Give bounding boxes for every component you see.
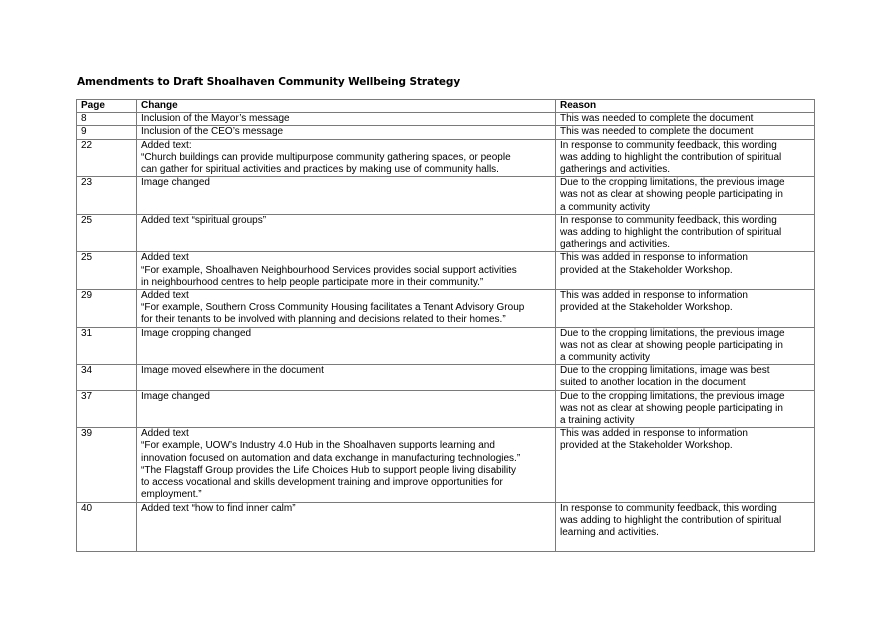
- table-row: [77, 252, 815, 290]
- table-row: [77, 390, 815, 428]
- cell-reason: [556, 177, 815, 215]
- change-line: can gather for spiritual activities and practices by making use of community halls.: [141, 164, 499, 176]
- change-line: “For example, Shoalhaven Neighbourhood Services provides social support activities: [141, 264, 517, 276]
- change-line: Added text: [141, 252, 189, 264]
- reason-line: Due to the cropping limitations, the previous image: [560, 327, 785, 339]
- change-line: Inclusion of the CEO’s message: [141, 126, 284, 138]
- cell-page: 37: [77, 390, 137, 428]
- reason-line: was adding to highlight the contribution of spiritual: [560, 151, 782, 163]
- reason-line: This was needed to complete the document: [560, 113, 754, 125]
- reason-line: was adding to highlight the contribution of spiritual: [560, 514, 782, 526]
- reason-line: was adding to highlight the contribution of spiritual: [560, 227, 782, 239]
- cell-reason: [556, 113, 815, 126]
- reason-line: a community activity: [560, 201, 651, 213]
- reason-line: suited to another location in the document: [560, 377, 746, 389]
- reason-line: This was added in response to information: [560, 428, 748, 440]
- amendments-table: [76, 99, 815, 552]
- reason-line: Due to the cropping limitations, image was best: [560, 365, 770, 377]
- cell-page: 22: [77, 139, 137, 177]
- change-line: Added text:: [141, 139, 192, 151]
- cell-reason: [556, 365, 815, 390]
- reason-line: In response to community feedback, this wording: [560, 139, 777, 151]
- cell-page: 39: [77, 428, 137, 502]
- change-line: Image moved elsewhere in the document: [141, 365, 324, 377]
- reason-line: gatherings and activities.: [560, 239, 671, 251]
- cell-change: [137, 126, 556, 139]
- reason-line: This was needed to complete the document: [560, 126, 754, 138]
- cell-page: 9: [77, 126, 137, 139]
- document-title: Amendments to Draft Shoalhaven Community Wellbeing Strategy: [77, 76, 461, 88]
- cell-change: [137, 252, 556, 290]
- cell-page: 40: [77, 502, 137, 551]
- cell-reason: [556, 327, 815, 365]
- reason-line: provided at the Stakeholder Workshop.: [560, 264, 733, 276]
- reason-line: In response to community feedback, this wording: [560, 502, 777, 514]
- change-line: innovation focused on automation and data exchange in manufacturing technologies.”: [141, 452, 521, 464]
- cell-reason: [556, 252, 815, 290]
- change-line: employment.”: [141, 489, 202, 501]
- cell-change: [137, 390, 556, 428]
- change-line: “Church buildings can provide multipurpose community gathering spaces, or people: [141, 151, 511, 163]
- reason-line: a community activity: [560, 352, 651, 364]
- change-line: to access vocational and skills development training and improve opportunities for: [141, 477, 503, 489]
- cell-change: [137, 139, 556, 177]
- header-reason: Reason: [556, 100, 815, 113]
- reason-line: Due to the cropping limitations, the previous image: [560, 177, 785, 189]
- reason-line: was not as clear at showing people participating in: [560, 402, 783, 414]
- cell-reason: [556, 428, 815, 502]
- table-header-row: [77, 100, 815, 113]
- header-page: Page: [77, 100, 137, 113]
- change-line: Added text “spiritual groups”: [141, 214, 267, 226]
- table-row: [77, 139, 815, 177]
- table-row: [77, 126, 815, 139]
- cell-reason: [556, 290, 815, 328]
- cell-page: 34: [77, 365, 137, 390]
- table-row: [77, 113, 815, 126]
- cell-page: 25: [77, 252, 137, 290]
- change-line: Added text: [141, 428, 189, 440]
- change-line: “For example, Southern Cross Community Housing facilitates a Tenant Advisory Group: [141, 302, 525, 314]
- reason-line: provided at the Stakeholder Workshop.: [560, 440, 733, 452]
- header-change: Change: [137, 100, 556, 113]
- table-row: [77, 177, 815, 215]
- change-line: Image changed: [141, 390, 210, 402]
- table-row: [77, 214, 815, 252]
- table-row: [77, 290, 815, 328]
- cell-change: [137, 365, 556, 390]
- change-line: Added text “how to find inner calm”: [141, 502, 296, 514]
- reason-line: gatherings and activities.: [560, 164, 671, 176]
- reason-line: a training activity: [560, 415, 635, 427]
- change-line: “The Flagstaff Group provides the Life Choices Hub to support people living disability: [141, 464, 517, 476]
- cell-change: [137, 327, 556, 365]
- cell-change: [137, 428, 556, 502]
- reason-line: was not as clear at showing people participating in: [560, 339, 783, 351]
- reason-line: provided at the Stakeholder Workshop.: [560, 302, 733, 314]
- change-line: Image cropping changed: [141, 327, 252, 339]
- change-line: in neighbourhood centres to help people participate more in their community.”: [141, 276, 484, 288]
- cell-page: 29: [77, 290, 137, 328]
- cell-change: [137, 113, 556, 126]
- cell-change: [137, 214, 556, 252]
- cell-reason: [556, 390, 815, 428]
- cell-reason: [556, 214, 815, 252]
- change-line: Inclusion of the Mayor’s message: [141, 113, 290, 125]
- cell-page: 23: [77, 177, 137, 215]
- cell-page: 8: [77, 113, 137, 126]
- cell-reason: [556, 502, 815, 551]
- table-row: [77, 365, 815, 390]
- cell-page: 25: [77, 214, 137, 252]
- table-row: [77, 428, 815, 502]
- cell-change: [137, 290, 556, 328]
- change-line: “For example, UOW’s Industry 4.0 Hub in the Shoalhaven supports learning and: [141, 440, 495, 452]
- cell-reason: [556, 126, 815, 139]
- reason-line: learning and activities.: [560, 526, 659, 538]
- cell-page: 31: [77, 327, 137, 365]
- reason-line: In response to community feedback, this wording: [560, 214, 777, 226]
- reason-line: This was added in response to information: [560, 252, 748, 264]
- table-row: [77, 502, 815, 551]
- change-line: for their tenants to be involved with planning and decisions related to their homes.”: [141, 314, 506, 326]
- reason-line: This was added in response to information: [560, 290, 748, 302]
- table-row: [77, 327, 815, 365]
- change-line: Added text: [141, 290, 189, 302]
- cell-change: [137, 177, 556, 215]
- cell-change: [137, 502, 556, 551]
- reason-line: was not as clear at showing people participating in: [560, 189, 783, 201]
- change-line: Image changed: [141, 177, 210, 189]
- reason-line: Due to the cropping limitations, the previous image: [560, 390, 785, 402]
- cell-reason: [556, 139, 815, 177]
